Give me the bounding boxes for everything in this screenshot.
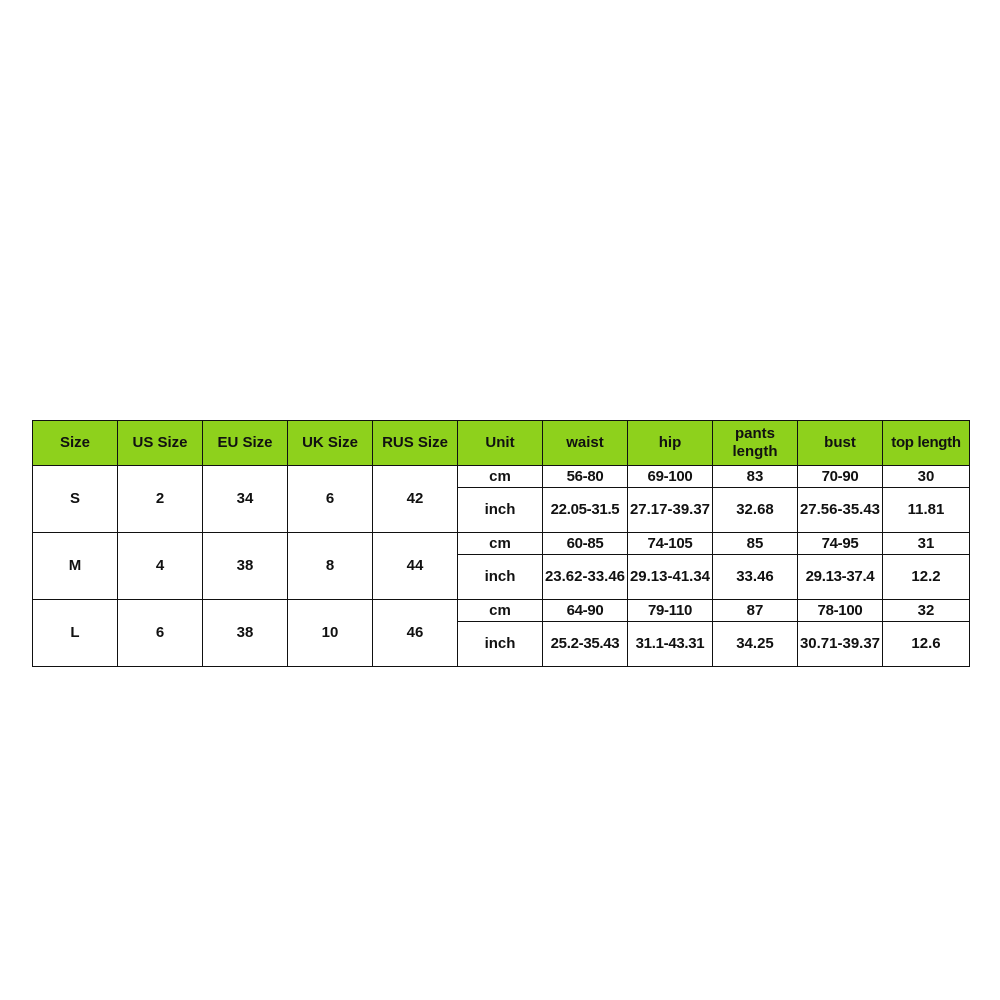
hip-cell: 69-100 [628, 466, 713, 488]
header-row [33, 421, 970, 466]
hip-cell: 74-105 [628, 533, 713, 555]
table-row [33, 466, 970, 488]
header-pants-length: pants length [713, 421, 798, 466]
pants-length-cell: 87 [713, 600, 798, 622]
uk-size-cell: 10 [288, 600, 373, 667]
top-length-cell: 30 [883, 466, 970, 488]
size-cell: M [33, 533, 118, 600]
size-cell: S [33, 466, 118, 533]
unit-cell: cm [458, 533, 543, 555]
unit-cell: cm [458, 466, 543, 488]
top-length-cell: 12.2 [883, 555, 970, 600]
unit-cell: inch [458, 622, 543, 667]
bust-cell: 30.71-39.37 [798, 622, 883, 667]
waist-cell: 25.2-35.43 [543, 622, 628, 667]
header-size: Size [33, 421, 118, 466]
header-us-size: US Size [118, 421, 203, 466]
hip-cell: 79-110 [628, 600, 713, 622]
uk-size-cell: 6 [288, 466, 373, 533]
header-rus-size: RUS Size [373, 421, 458, 466]
size-cell: L [33, 600, 118, 667]
header-unit: Unit [458, 421, 543, 466]
table-row [33, 533, 970, 555]
bust-cell: 29.13-37.4 [798, 555, 883, 600]
eu-size-cell: 38 [203, 533, 288, 600]
waist-cell: 64-90 [543, 600, 628, 622]
bust-cell: 27.56-35.43 [798, 488, 883, 533]
hip-cell: 31.1-43.31 [628, 622, 713, 667]
header-waist: waist [543, 421, 628, 466]
pants-length-cell: 85 [713, 533, 798, 555]
hip-cell: 29.13-41.34 [628, 555, 713, 600]
rus-size-cell: 44 [373, 533, 458, 600]
waist-cell: 56-80 [543, 466, 628, 488]
pants-length-cell: 34.25 [713, 622, 798, 667]
bust-cell: 70-90 [798, 466, 883, 488]
waist-cell: 23.62-33.46 [543, 555, 628, 600]
us-size-cell: 6 [118, 600, 203, 667]
rus-size-cell: 42 [373, 466, 458, 533]
pants-length-cell: 83 [713, 466, 798, 488]
us-size-cell: 2 [118, 466, 203, 533]
top-length-cell: 31 [883, 533, 970, 555]
header-uk-size: UK Size [288, 421, 373, 466]
unit-cell: inch [458, 488, 543, 533]
top-length-cell: 32 [883, 600, 970, 622]
pants-length-cell: 32.68 [713, 488, 798, 533]
waist-cell: 22.05-31.5 [543, 488, 628, 533]
eu-size-cell: 34 [203, 466, 288, 533]
unit-cell: inch [458, 555, 543, 600]
header-eu-size: EU Size [203, 421, 288, 466]
header-top-length: top length [883, 421, 970, 466]
table-row [33, 600, 970, 622]
uk-size-cell: 8 [288, 533, 373, 600]
size-chart-table [32, 420, 970, 667]
hip-cell: 27.17-39.37 [628, 488, 713, 533]
eu-size-cell: 38 [203, 600, 288, 667]
unit-cell: cm [458, 600, 543, 622]
rus-size-cell: 46 [373, 600, 458, 667]
top-length-cell: 11.81 [883, 488, 970, 533]
top-length-cell: 12.6 [883, 622, 970, 667]
header-bust: bust [798, 421, 883, 466]
bust-cell: 74-95 [798, 533, 883, 555]
waist-cell: 60-85 [543, 533, 628, 555]
header-hip: hip [628, 421, 713, 466]
pants-length-cell: 33.46 [713, 555, 798, 600]
bust-cell: 78-100 [798, 600, 883, 622]
us-size-cell: 4 [118, 533, 203, 600]
